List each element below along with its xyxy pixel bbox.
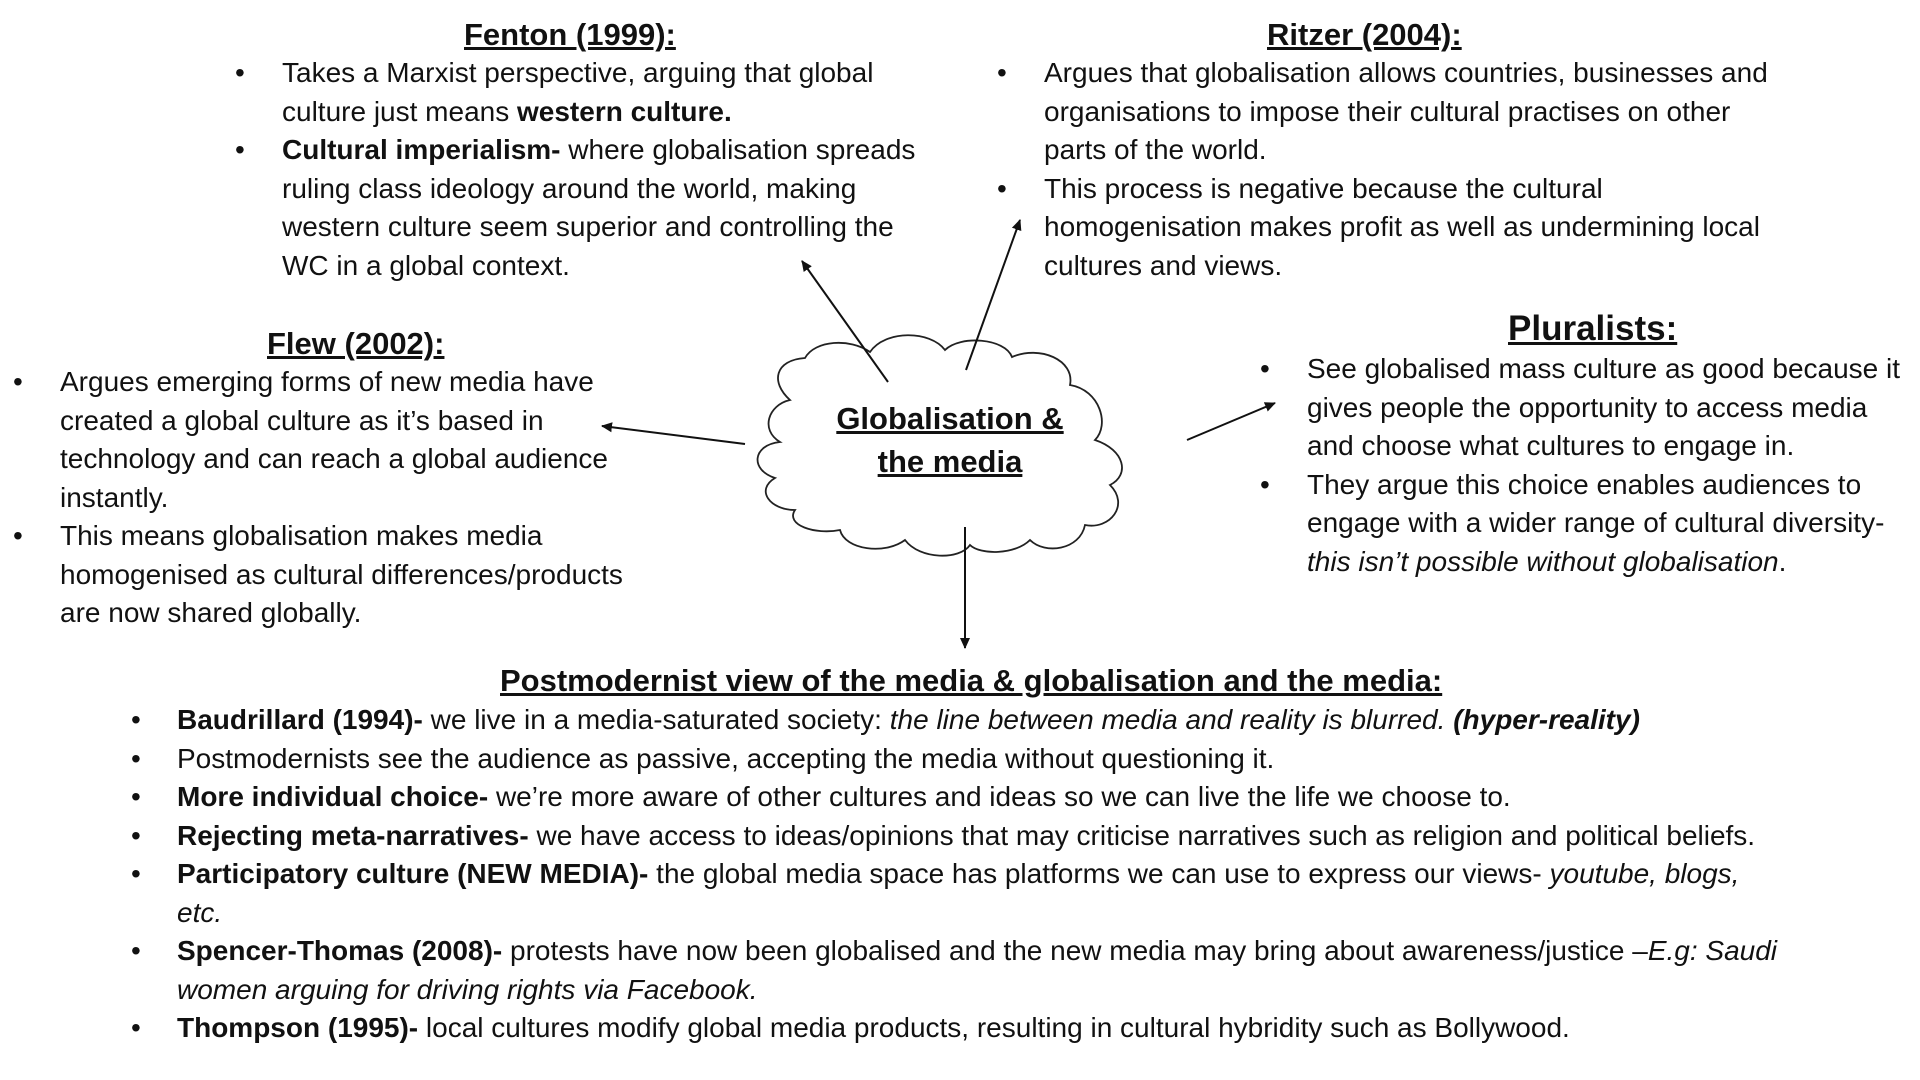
pluralists-point-2-italic: this isn’t possible without globalisation	[1307, 545, 1779, 577]
ritzer-point-2: • This process is negative because the cultural homogenisation makes profit as well as undermining local cultures and views.	[997, 170, 1777, 286]
postmodern-point-baudrillard	[131, 701, 1891, 740]
ritzer-point-1: • Argues that globalisation allows countries, businesses and organisations to impose their cultural practises on other parts of the world.	[997, 54, 1777, 170]
postmodernist-title: Postmodernist view of the media & globalisation and the media:	[500, 663, 1443, 698]
flew-section	[13, 325, 663, 633]
fenton-point-2-text: where globalisation spreads ruling class ideology around the world, making western culture seem superior and controlling the WC in a global context.	[282, 134, 916, 281]
baudrillard-label: Baudrillard (1994)-	[177, 704, 423, 735]
spencer-thomas-italic: E.g: Saudi women arguing for driving rights via Facebook.	[177, 935, 1778, 1005]
pluralists-section	[1260, 310, 1920, 581]
fenton-point-1-text: Takes a Marxist perspective, arguing that global culture just means	[282, 57, 874, 127]
postmodern-point-spencer-thomas	[131, 932, 1891, 1009]
central-topic-line2: the media	[877, 444, 1023, 479]
fenton-point-1-bold: western culture.	[517, 95, 732, 127]
spencer-thomas-text: protests have now been globalised and the new media may bring about awareness/justice –	[510, 935, 1648, 966]
pluralists-point-2-end: .	[1778, 545, 1787, 577]
participatory-culture-text: the global media space has platforms we can use to express our views-	[656, 858, 1542, 889]
thompson-text: local cultures modify global media products, resulting in cultural hybridity such as Bollywood.	[425, 1012, 1570, 1043]
baudrillard-text: we live in a media-saturated society:	[430, 704, 882, 735]
central-topic	[810, 397, 1090, 483]
pluralists-title: Pluralists:	[1508, 309, 1678, 348]
baudrillard-hyper-reality: (hyper-reality)	[1453, 704, 1640, 735]
postmodern-point-participatory-culture	[131, 855, 1891, 932]
pluralists-point-2	[1260, 466, 1920, 582]
ritzer-section	[997, 16, 1777, 285]
spencer-thomas-label: Spencer-Thomas (2008)-	[177, 935, 503, 966]
fenton-section	[235, 16, 925, 285]
flew-title: Flew (2002):	[267, 326, 445, 361]
central-topic-line1: Globalisation &	[836, 401, 1064, 436]
fenton-title: Fenton (1999):	[464, 17, 676, 52]
postmodernist-section	[131, 662, 1891, 1048]
flew-point-1: • Argues emerging forms of new media have created a global culture as it’s based in technology and can reach a global audience instantly.	[13, 363, 663, 517]
individual-choice-text: we’re more aware of other cultures and ideas so we can live the life we choose to.	[495, 781, 1511, 812]
pluralists-point-1: • See globalised mass culture as good because it gives people the opportunity to access media and choose what cultures to engage in.	[1260, 350, 1920, 466]
fenton-point-2	[235, 131, 925, 285]
thompson-label: Thompson (1995)-	[177, 1012, 419, 1043]
fenton-point-2-bold: Cultural imperialism-	[282, 134, 561, 165]
participatory-culture-italic: youtube, blogs, etc.	[177, 858, 1740, 928]
meta-narratives-text: we have access to ideas/opinions that may criticise narratives such as religion and political beliefs.	[536, 819, 1756, 851]
postmodern-point-individual-choice	[131, 778, 1891, 817]
participatory-culture-label: Participatory culture (NEW MEDIA)-	[177, 858, 649, 889]
postmodern-point-meta-narratives	[131, 817, 1891, 856]
baudrillard-italic: the line between media and reality is blurred.	[889, 704, 1446, 735]
ritzer-title: Ritzer (2004):	[1267, 17, 1462, 52]
individual-choice-label: More individual choice-	[177, 781, 489, 812]
pluralists-point-2-text: They argue this choice enables audiences to engage with a wider range of cultural diversity-	[1307, 468, 1885, 538]
postmodern-point-passive-audience: • Postmodernists see the audience as passive, accepting the media without questioning it.	[131, 740, 1891, 779]
meta-narratives-label: Rejecting meta-narratives-	[177, 819, 529, 851]
fenton-point-1	[235, 54, 925, 131]
flew-point-2: • This means globalisation makes media homogenised as cultural differences/products are now shared globally.	[13, 517, 663, 633]
postmodern-point-thompson	[131, 1009, 1891, 1048]
